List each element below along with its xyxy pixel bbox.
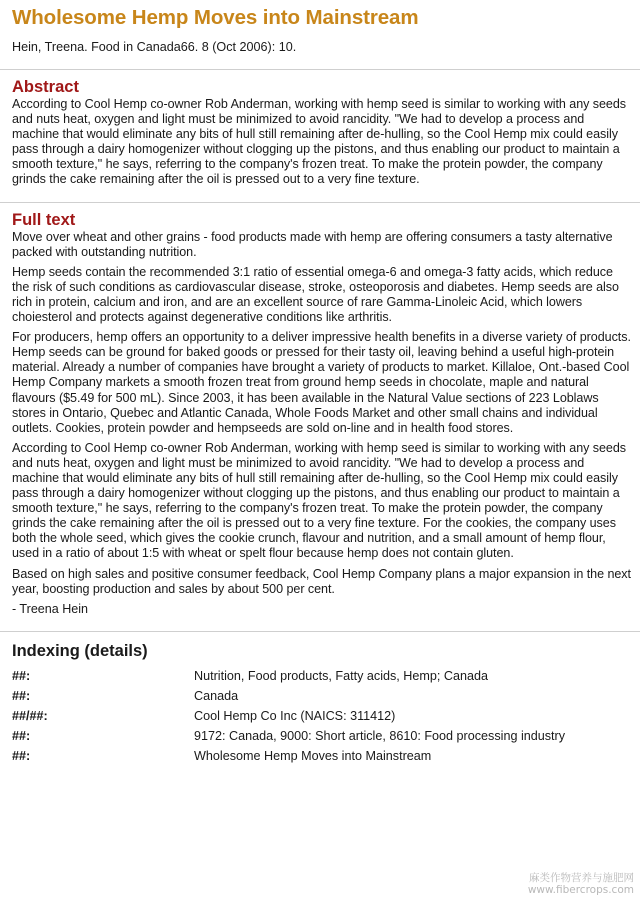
indexing-heading: Indexing (details) [12, 641, 148, 660]
indexing-key: ##/##: [12, 708, 48, 723]
article-title: Wholesome Hemp Moves into Mainstream [12, 6, 419, 29]
watermark-line: 麻类作物营养与施肥网 [529, 872, 634, 884]
full-text-paragraph: Hemp seeds contain the recommended 3:1 ratio of essential omega-6 and omega-3 fatty acids, which reduce the risk of such conditions as cardiovascular disease, stroke, osteoporosis and diabetes. Hemp seeds are also rich in protein, calcium and iron, and are an excellent source of rare Gamma-Linoleic Acid, which lowers choiesterol and protects against degenerative conditions like arthritis. [12, 264, 619, 325]
indexing-key: ##: [12, 688, 31, 703]
indexing-row [12, 669, 632, 689]
section-divider [0, 69, 640, 70]
indexing-key: ##: [12, 748, 31, 763]
indexing-section [12, 641, 632, 769]
full-text-paragraph: According to Cool Hemp co-owner Rob Anderman, working with hemp seed is similar to working with any seeds and nuts heat, oxygen and light must be minimized to avoid rancidity. "We had to develop a process and machine that would eliminate any bits of hull still remaining after de-hulling, so the Cool Hemp mix could easily pass through a dairy homogenizer without clogging up the pistons, and thus enabling our product to maintain a smooth texture," he says, referring to the company's frozen treat. To make the protein powder, the company grinds the cake remaining after the oil is pressed out to a very fine texture. For the cookies, the company uses both the whole seed, which gives the cookie crunch, flavour and nutrition, and a small amount of hemp flour, used in a ratio of about 1:5 with wheat or spelt flour because hemp does not contain gluten. [12, 440, 627, 561]
full-text-paragraph: Move over wheat and other grains - food products made with hemp are offering consumers a tasty alternative packed with outstanding nutrition. [12, 229, 613, 259]
indexing-value: Canada [194, 688, 239, 703]
section-divider [0, 202, 640, 203]
section-divider [0, 631, 640, 632]
indexing-row [12, 709, 632, 729]
watermark-url: www.fibercrops.com [527, 884, 634, 896]
indexing-table [12, 669, 632, 769]
indexing-row [12, 749, 632, 769]
full-text-paragraph: Based on high sales and positive consumer feedback, Cool Hemp Company plans a major expansion in the next year, boosting production and sales by about 500 per cent. [12, 566, 631, 596]
full-text-heading: Full text [12, 210, 76, 229]
indexing-value: Cool Hemp Co Inc (NAICS: 311412) [194, 708, 396, 723]
indexing-value: Nutrition, Food products, Fatty acids, Hemp; Canada [194, 668, 488, 683]
article-citation: Hein, Treena. Food in Canada66. 8 (Oct 2006): 10. [12, 40, 297, 54]
full-text-paragraph: For producers, hemp offers an opportunity to a deliver impressive health benefits in a diverse variety of products. Hemp seeds can be ground for baked goods or pressed for their tasty oil, leaving behind a useful high-protein material. Already a number of companies have brought a variety of products to market. Killaloe, Ont.-based Cool Hemp Company markets a smooth frozen treat from ground hemp seeds in chocolate, maple and natural flavours ($5.49 for 500 mL). Since 2003, it has been available in the Natural Value sections of 223 Loblaws stores in Ontario, Quebec and Atlantic Canada, Whole Foods Market and other small chains and individual outlets. Cookies, protein powder and hempseeds are sold on-line and in health food stores. [12, 330, 631, 435]
indexing-key: ##: [12, 728, 31, 743]
indexing-key: ##: [12, 668, 31, 683]
author-signature: - Treena Hein [12, 601, 89, 616]
abstract-section [12, 78, 632, 188]
site-watermark [528, 872, 634, 896]
indexing-row [12, 729, 632, 749]
indexing-value: Wholesome Hemp Moves into Mainstream [194, 748, 432, 763]
abstract-text: According to Cool Hemp co-owner Rob Anderman, working with hemp seed is similar to working with any seeds and nuts heat, oxygen and light must be minimized to avoid rancidity. "We had to develop a process and machine that would eliminate any bits of hull still remaining after de-hulling, so the Cool Hemp mix could easily pass through a dairy homogenizer without clogging up the pistons, and thus enabling our product to maintain a smooth texture," he says, referring to the company's frozen treat. To make the protein powder, the company grinds the cake remaining after the oil is pressed out to a very fine texture. [12, 97, 627, 187]
full-text-section [12, 211, 632, 617]
indexing-value: 9172: Canada, 9000: Short article, 8610: Food processing industry [194, 728, 566, 743]
indexing-row [12, 689, 632, 709]
abstract-heading: Abstract [12, 78, 79, 96]
